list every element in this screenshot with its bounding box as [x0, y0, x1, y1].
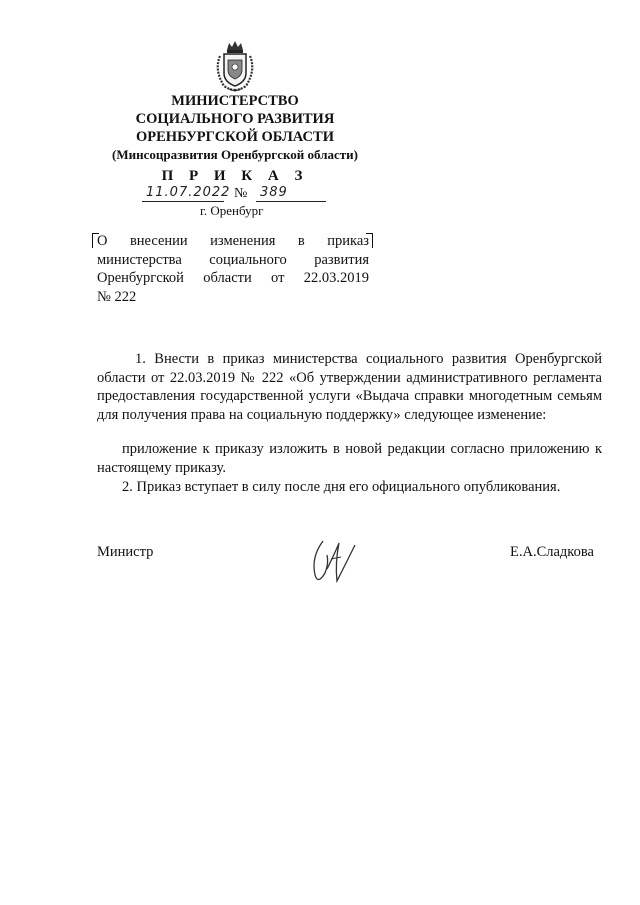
paragraph-1: 1. Внести в приказ министерства социального развития Оренбургской области от 22.03.2019 № 222 «Об утверждении административного регламента предоставления государственной услуги «Выдача справки многодетным семьям для получения права на социальную поддержку» следующее изменение: [97, 351, 602, 423]
number-sign: № [234, 186, 248, 201]
subject-line: Оренбургской области от 22.03.2019 [97, 270, 369, 286]
date-underline [142, 201, 224, 202]
signer-position: Министр [97, 544, 154, 560]
org-name-line-1: МИНИСТЕРСТВО [171, 93, 299, 109]
order-subject [97, 232, 369, 306]
paragraph-3: 2. Приказ вступает в силу после дня его официального опубликования. [122, 479, 561, 495]
org-name-line-3: ОРЕНБУРГСКОЙ ОБЛАСТИ [136, 129, 334, 145]
subject-line: министерства социального развития [97, 251, 369, 268]
number-underline [256, 201, 326, 202]
signer-name: Е.А.Сладкова [510, 544, 594, 560]
handwritten-signature-icon [305, 535, 365, 590]
subject-line: О внесении изменения в приказ [97, 233, 369, 249]
city: г. Оренбург [200, 203, 264, 218]
paragraph-2: приложение к приказу изложить в новой редакции согласно приложению к настоящему приказу. [97, 441, 602, 476]
order-date: 11.07.2022 [146, 185, 231, 200]
order-number: 389 [260, 185, 288, 200]
subject-line: № 222 [97, 288, 137, 305]
org-name-line-2: СОЦИАЛЬНОГО РАЗВИТИЯ [135, 111, 335, 127]
org-short-name: (Минсоцразвития Оренбургской области) [112, 147, 358, 162]
document-title: П Р И К А З [161, 168, 309, 184]
coat-of-arms-icon [210, 40, 260, 92]
